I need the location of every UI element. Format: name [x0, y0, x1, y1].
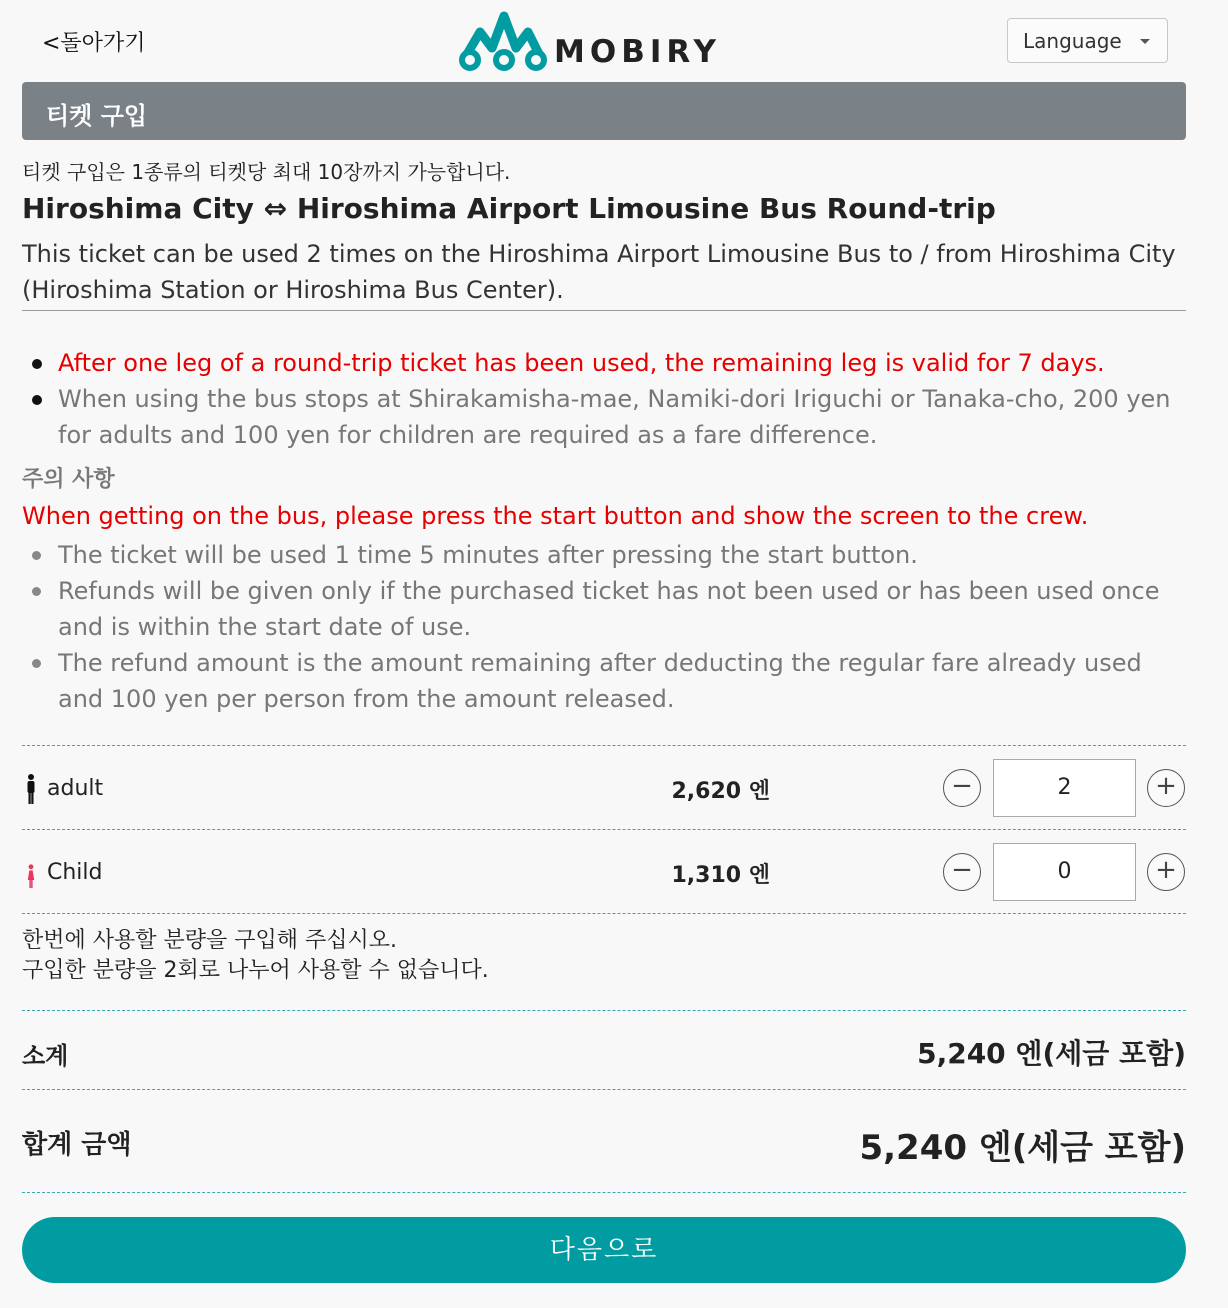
- purchase-limit-note: 티켓 구입은 1종류의 티켓당 최대 10장까지 가능합니다.: [22, 160, 511, 184]
- divider: [22, 1010, 1186, 1011]
- logo-text: MOBIRY: [554, 34, 721, 70]
- list-item: The ticket will be used 1 time 5 minutes after pressing the start button.: [22, 537, 1186, 573]
- subtotal-value: 5,240 엔(세금 포함): [917, 1037, 1186, 1070]
- list-item: After one leg of a round-trip ticket has been used, the remaining leg is valid for 7 days.: [22, 345, 1186, 381]
- caution-title: 주의 사항: [22, 467, 115, 492]
- total-label: 합계 금액: [22, 1130, 132, 1160]
- list-item: Refunds will be given only if the purchased ticket has not been used or has been used once and is within the start date of use.: [22, 573, 1186, 645]
- divider: [22, 913, 1186, 914]
- mobiry-logo-icon: [458, 10, 548, 72]
- quantity-input[interactable]: 0: [993, 843, 1136, 901]
- language-select-label: Language: [1023, 29, 1122, 53]
- divider: [22, 1089, 1186, 1090]
- increase-quantity-button[interactable]: +: [1147, 769, 1185, 807]
- fare-price: 1,310 엔: [671, 863, 770, 888]
- increase-quantity-button[interactable]: +: [1147, 853, 1185, 891]
- page-title: 티켓 구입: [22, 82, 1186, 140]
- fare-price: 2,620 엔: [671, 779, 770, 804]
- child-person-icon: [26, 864, 36, 888]
- mobiry-logo: [458, 10, 721, 72]
- decrease-quantity-button[interactable]: −: [943, 769, 981, 807]
- language-select[interactable]: [1007, 18, 1168, 63]
- usage-note: [22, 926, 489, 986]
- fare-row-child: [22, 830, 1186, 914]
- ticket-notes-list: [22, 345, 1186, 453]
- fare-label: Child: [47, 860, 103, 885]
- list-item: The refund amount is the amount remaining after deducting the regular fare already used and 100 yen per person from the amount released.: [22, 645, 1186, 717]
- back-link[interactable]: <돌아가기: [42, 31, 146, 56]
- usage-note-line: 한번에 사용할 분량을 구입해 주십시오.: [22, 928, 397, 953]
- subtotal-label: 소계: [22, 1042, 69, 1070]
- caution-list: [22, 537, 1186, 717]
- usage-note-line: 구입한 분량을 2회로 나누어 사용할 수 없습니다.: [22, 958, 489, 983]
- ticket-name: Hiroshima City ⇔ Hiroshima Airport Limousine Bus Round-trip: [22, 192, 996, 225]
- fare-label: adult: [47, 776, 104, 801]
- decrease-quantity-button[interactable]: −: [943, 853, 981, 891]
- ticket-description: This ticket can be used 2 times on the Hiroshima Airport Limousine Bus to / from Hiroshima City (Hiroshima Station or Hiroshima Bus Center).: [22, 236, 1186, 311]
- header: [22, 0, 1186, 82]
- caution-highlight: When getting on the bus, please press the start button and show the screen to the crew.: [22, 502, 1089, 530]
- total-value: 5,240 엔(세금 포함): [859, 1128, 1186, 1168]
- list-item: When using the bus stops at Shirakamisha-mae, Namiki-dori Iriguchi or Tanaka-cho, 200 yen for adults and 100 yen for children are required as a fare difference.: [22, 381, 1186, 453]
- caret-down-icon: [1140, 39, 1150, 44]
- next-button[interactable]: 다음으로: [22, 1217, 1186, 1283]
- quantity-input[interactable]: 2: [993, 759, 1136, 817]
- divider: [22, 1192, 1186, 1193]
- fare-row-adult: [22, 746, 1186, 830]
- male-person-icon: [26, 774, 36, 804]
